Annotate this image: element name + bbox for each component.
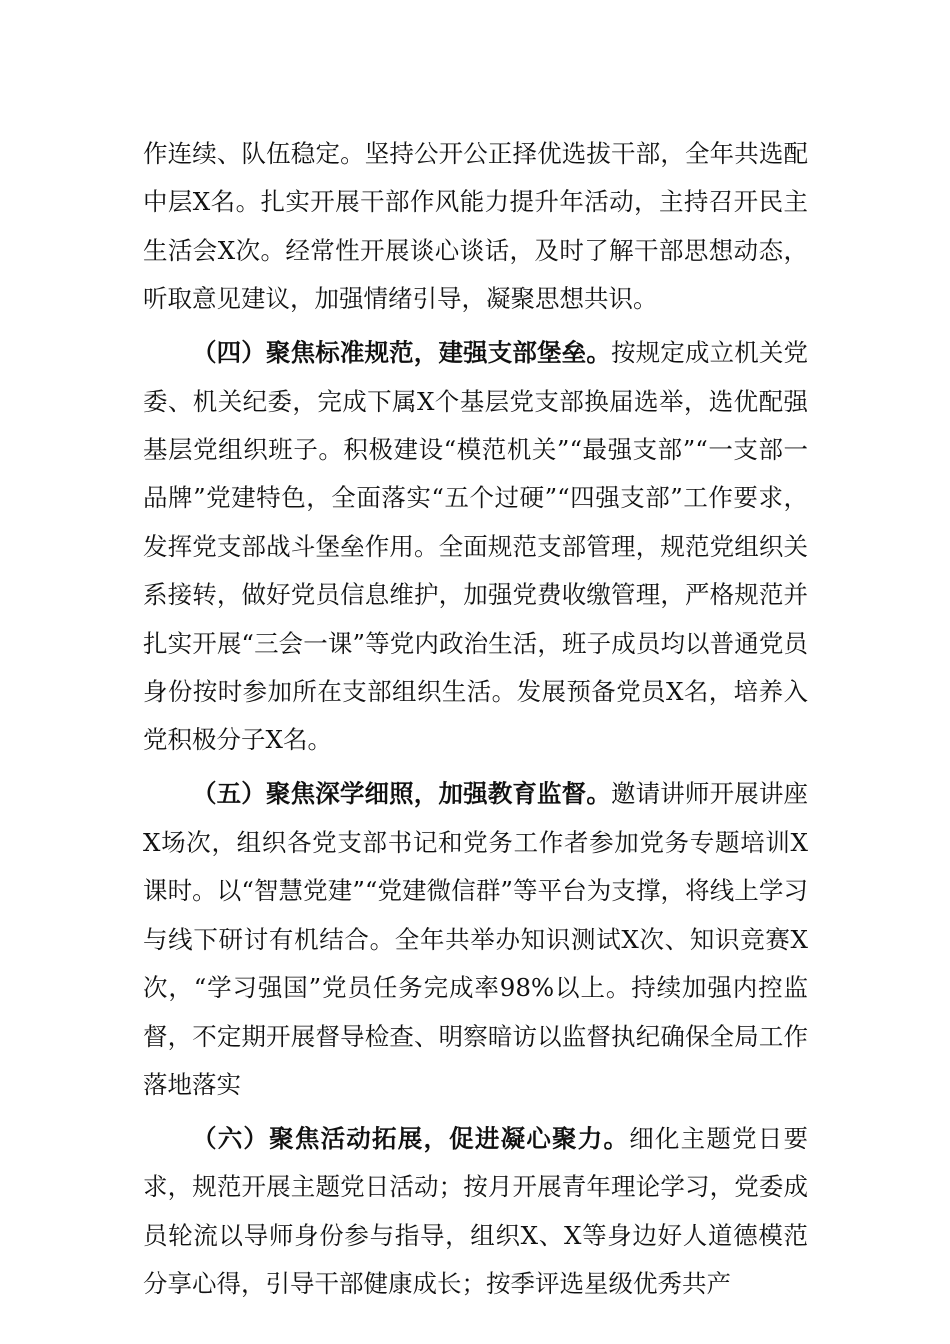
section-heading: （六）聚焦活动拓展，促进凝心聚力。 [192,1123,630,1153]
paragraph-text: 邀请讲师开展讲座X场次，组织各党支部书记和党务工作者参加党务专题培训X课时。以“智慧党建”“党建微信群”等平台为支撑，将线上学习与线下研讨有机结合。全年共举办知识测试X次、知识竞赛X次，“学习强国”党员任务完成率98%以上。持续加强内控监督，不定期开展督导检查、明察暗访以监督执纪确保全局工作落地落实 [143,779,809,1099]
paragraph-section-4 [143,329,808,765]
paragraph-continuation [143,130,808,324]
section-heading: （五）聚焦深学细照，加强教育监督。 [192,779,611,809]
document-body [143,130,808,1314]
paragraph-text: 作连续、队伍稳定。坚持公开公正择优选拔干部，全年共选配中层X名。扎实开展干部作风能力提升年活动，主持召开民主生活会X次。经常性开展谈心谈话，及时了解干部思想动态，听取意见建议，加强情绪引导，凝聚思想共识。 [143,139,808,314]
paragraph-text: 细化主题党日要求，规范开展主题党日活动；按月开展青年理论学习，党委成员轮流以导师身份参与指导，组织X、X等身边好人道德模范分享心得，引导干部健康成长；按季评选星级优秀共产 [143,1123,809,1299]
paragraph-section-6 [143,1115,808,1309]
paragraph-section-5 [143,770,808,1109]
section-heading: （四）聚焦标准规范，建强支部堡垒。 [192,338,611,368]
paragraph-text: 按规定成立机关党委、机关纪委，完成下属X个基层党支部换届选举，选优配强基层党组织班子。积极建设“模范机关”“最强支部”“一支部一品牌”党建特色，全面落实“五个过硬”“四强支部”工作要求，发挥党支部战斗堡垒作用。全面规范支部管理，规范党组织关系接转，做好党员信息维护，加强党费收缴管理，严格规范并扎实开展“三会一课”等党内政治生活，班子成员均以普通党员身份按时参加所在支部组织生活。发展预备党员X名，培养入党积极分子X名。 [143,338,809,755]
